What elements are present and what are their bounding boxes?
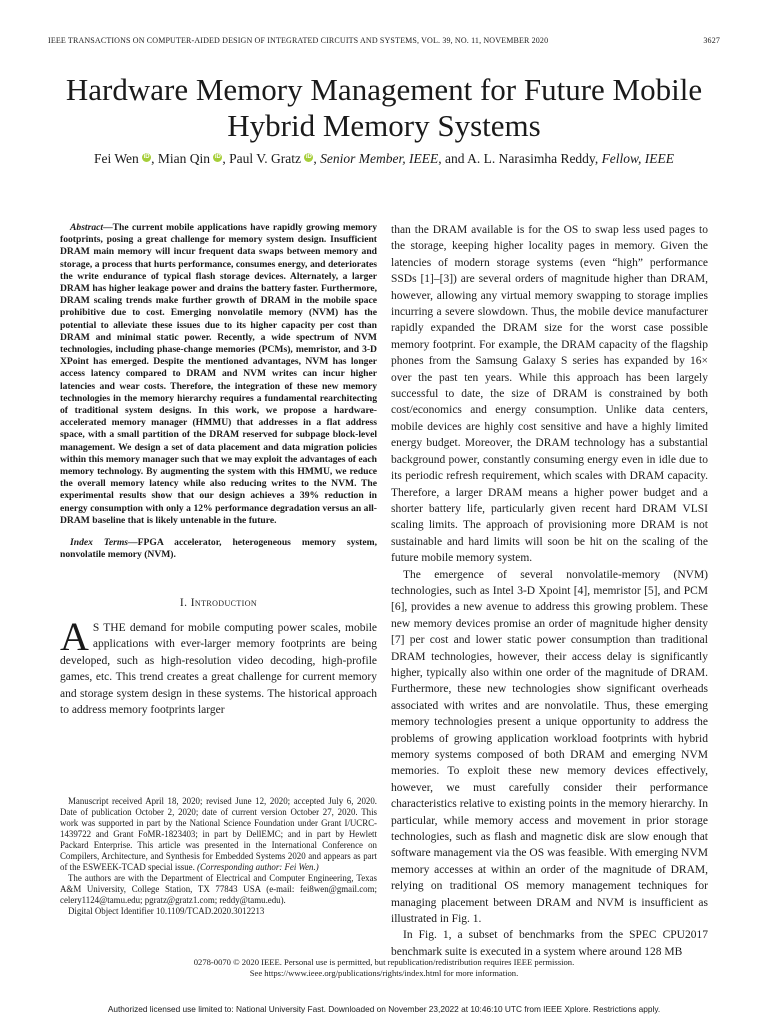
drop-cap: A bbox=[60, 613, 89, 659]
abstract-text: —The current mobile applications have rapidly growing memory footprints, posing a great challenge for memory system design. Insufficient DRAM main memory will incur frequent data swaps between memory and storage, a process that hurts performance, consumes energy, and deteriorates the write endurance of typical flash storage devices. Alternately, a larger DRAM has higher leakage power and drains the battery faster. Furthermore, DRAM scaling trends make further growth of DRAM in the mobile space prohibitive due to cost. Emerging nonvolatile memory (NVM) has the potential to alleviate these issues due to its higher capacity per cost than DRAM and minimal static power. Recently, a wide spectrum of NVM technologies, including phase-change memories (PCMs), memristor, and 3-D XPoint has emerged. Despite the mentioned advantages, NVM has longer access latency compared to DRAM and NVM writes can incur higher latencies and wear costs. Therefore, the integration of these new memory technologies in the memory hierarchy requires a fundamental rearchitecting of traditional system designs. In this work, we propose a hardware-accelerated memory manager (HMMU) that addresses in a flat address space, with a small partition of the DRAM reserved for subpage block-level management. We design a set of data placement and data migration policies within this memory manager such that we may exploit the advantages of each memory technology. By augmenting the system with this HMMU, we reduce the overall memory latency while also reducing writes to the NVM. The experimental results show that our design achieves a 39% reduction in energy consumption with only a 12% performance degradation versus an all-DRAM baseline that is likely untenable in the future. bbox=[60, 222, 377, 526]
author-mian-qin: Mian Qin bbox=[157, 151, 210, 166]
author-conjunction: , and bbox=[438, 151, 468, 166]
footnote-affiliation: The authors are with the Department of Electrical and Computer Engineering, Texas A&M University, College Station, TX 77843 USA (e-mail: fei8wen@gmail.com; celery1124@tamu.edu; pgratz@gratz1.com; reddy@tamu.edu). bbox=[60, 873, 377, 905]
index-terms bbox=[60, 537, 377, 561]
body-paragraph: than the DRAM available is for the OS to swap less used pages to the storage, keeping higher locality pages in memory. Given the latencies of modern storage systems (even “high” performance SSDs [1]–[3]) are several orders of magnitude higher than DRAM, however, allowing any virtual memory swapping to storage implies incurring a severe slowdown. Thus, the mobile device manufacturer rapidly expanded the DRAM size for the worst case possible memory footprint. For example, the DRAM capacity of the flagship phones from the Samsung Galaxy S series has expanded by 16× over the past ten years. While this approach has been largely successful to date, the size of DRAM is constrained by both cost/economics and energy consumption. Unlike data centers, mobile devices are highly cost sensitive and have a highly limited energy budget. Moreover, the DRAM technology has a substantial background power, constantly consuming energy even in idle due to its periodic refresh requirement, which scales with DRAM capacity. Therefore, a larger DRAM means a higher power budget and a shorter battery life, particularly given recent hard DRAM VLSI scaling limits. The approach of provisioning more DRAM is not sustainable and hard limits will soon be hit on the scaling of the future mobile memory system. bbox=[391, 224, 708, 565]
author-fei-wen: Fei Wen bbox=[93, 151, 139, 166]
orcid-icon[interactable]: iD bbox=[143, 153, 150, 160]
orcid-icon[interactable]: iD bbox=[214, 153, 221, 160]
body-paragraph: In Fig. 1, a subset of benchmarks from the SPEC CPU2017 benchmark suite is executed in a system where around 128 MB bbox=[391, 929, 708, 958]
copyright-line: 0278-0070 © 2020 IEEE. Personal use is permitted, but republication/redistribution requires IEEE permission. bbox=[193, 957, 575, 967]
left-column bbox=[60, 222, 377, 718]
section-numeral: I. bbox=[179, 597, 191, 610]
orcid-icon[interactable]: iD bbox=[305, 153, 312, 160]
footnote-manuscript-text: Manuscript received April 18, 2020; revised June 12, 2020; accepted July 6, 2020. Date of publication October 2, 2020; date of current version October 27, 2020. This work was supported in part by the National Science Foundation under Grant I/UCRC-1439722 and Grant FoMR-1823403; in part by DellEMC; and in part by Hewlett Packard Enterprise. This article was presented in the International Conference on Compilers, Architecture, and Synthesis for Embedded Systems 2020 and appears as part of the ESWEEK-TCAD special issue. bbox=[60, 796, 377, 872]
corresponding-author: (Corresponding author: Fei Wen.) bbox=[197, 862, 319, 872]
page-number: 3627 bbox=[703, 36, 720, 45]
author-title: Senior Member, IEEE bbox=[320, 151, 439, 166]
intro-text: S THE demand for mobile computing power scales, mobile applications with ever-larger memory footprints are being developed, such as high-resolution video decoding, high-profile games, etc. This trend creates a great challenge for current memory and storage system design in these systems. The historical approach to address memory footprints larger bbox=[60, 621, 377, 716]
author-line: Fei Wen iD , Mian Qin iD , Paul V. Gratz iD , Senior Member, IEEE, and A. L. Narasimha Reddy, Fellow, IEEE bbox=[93, 151, 675, 166]
author-paul-gratz: Paul V. Gratz bbox=[229, 151, 301, 166]
footnote bbox=[60, 796, 377, 917]
copyright-footer bbox=[40, 957, 728, 979]
intro-paragraph bbox=[60, 613, 377, 718]
section-title: Introduction bbox=[190, 597, 258, 610]
author-reddy: A. L. Narasimha Reddy bbox=[467, 151, 595, 166]
abstract-label: Abstract bbox=[70, 222, 104, 233]
rights-link[interactable]: See https://www.ieee.org/publications/rights/index.html for more information. bbox=[249, 968, 519, 978]
abstract bbox=[60, 222, 377, 527]
journal-name: IEEE TRANSACTIONS ON COMPUTER-AIDED DESIGN OF INTEGRATED CIRCUITS AND SYSTEMS, VOL. 39, NO. 11, NOVEMBER 2020 bbox=[48, 36, 549, 45]
index-terms-text: —FPGA accelerator, heterogeneous memory system, nonvolatile memory (NVM). bbox=[60, 537, 377, 561]
paper-title: Hardware Memory Management for Future Mobile Hybrid Memory Systems bbox=[65, 72, 703, 143]
section-heading bbox=[60, 595, 377, 611]
license-notice: Authorized licensed use limited to: National University Fast. Downloaded on November 23,2022 at 10:46:10 UTC from IEEE Xplore. Restrictions apply. bbox=[107, 1004, 661, 1014]
running-head bbox=[48, 36, 720, 45]
index-terms-label: Index Terms bbox=[70, 537, 129, 549]
footnote-doi: Digital Object Identifier 10.1109/TCAD.2020.3012213 bbox=[68, 906, 265, 916]
right-column bbox=[391, 222, 708, 960]
footnote-manuscript bbox=[60, 796, 377, 873]
body-paragraph: The emergence of several nonvolatile-memory (NVM) technologies, such as Intel 3-D Xpoint [4], memristor [5], and PCM [6], provides a new avenue to address this growing problem. These new memory devices promise an order of magnitude higher density [7] per cost and lower static power consumption than traditional DRAM technologies, however, their access delay is significantly higher, typically also within one order of the magnitude of DRAM. Furthermore, these new technologies show significant overheads associated with writes and are nonvolatile. Thus, these emerging memory technologies present a unique opportunity to address the problems of growing application workload footprints with hybrid memory systems composed of both DRAM and emerging NVM memories. To exploit these new memory devices effectively, however, we must carefully consider their performance characteristics relative to existing points in the memory hierarchy. In particular, while memory access and movement in prior storage technologies, such as flash and magnetic disk are slow enough that software management via the OS was feasible. With emerging NVM memory accesses at within an order of the magnitude of DRAM, relying on traditional OS memory management techniques for managing placement between DRAM and NVM is insufficient as illustrated in Fig. 1. bbox=[391, 568, 708, 926]
author-title: Fellow, IEEE bbox=[601, 151, 675, 166]
